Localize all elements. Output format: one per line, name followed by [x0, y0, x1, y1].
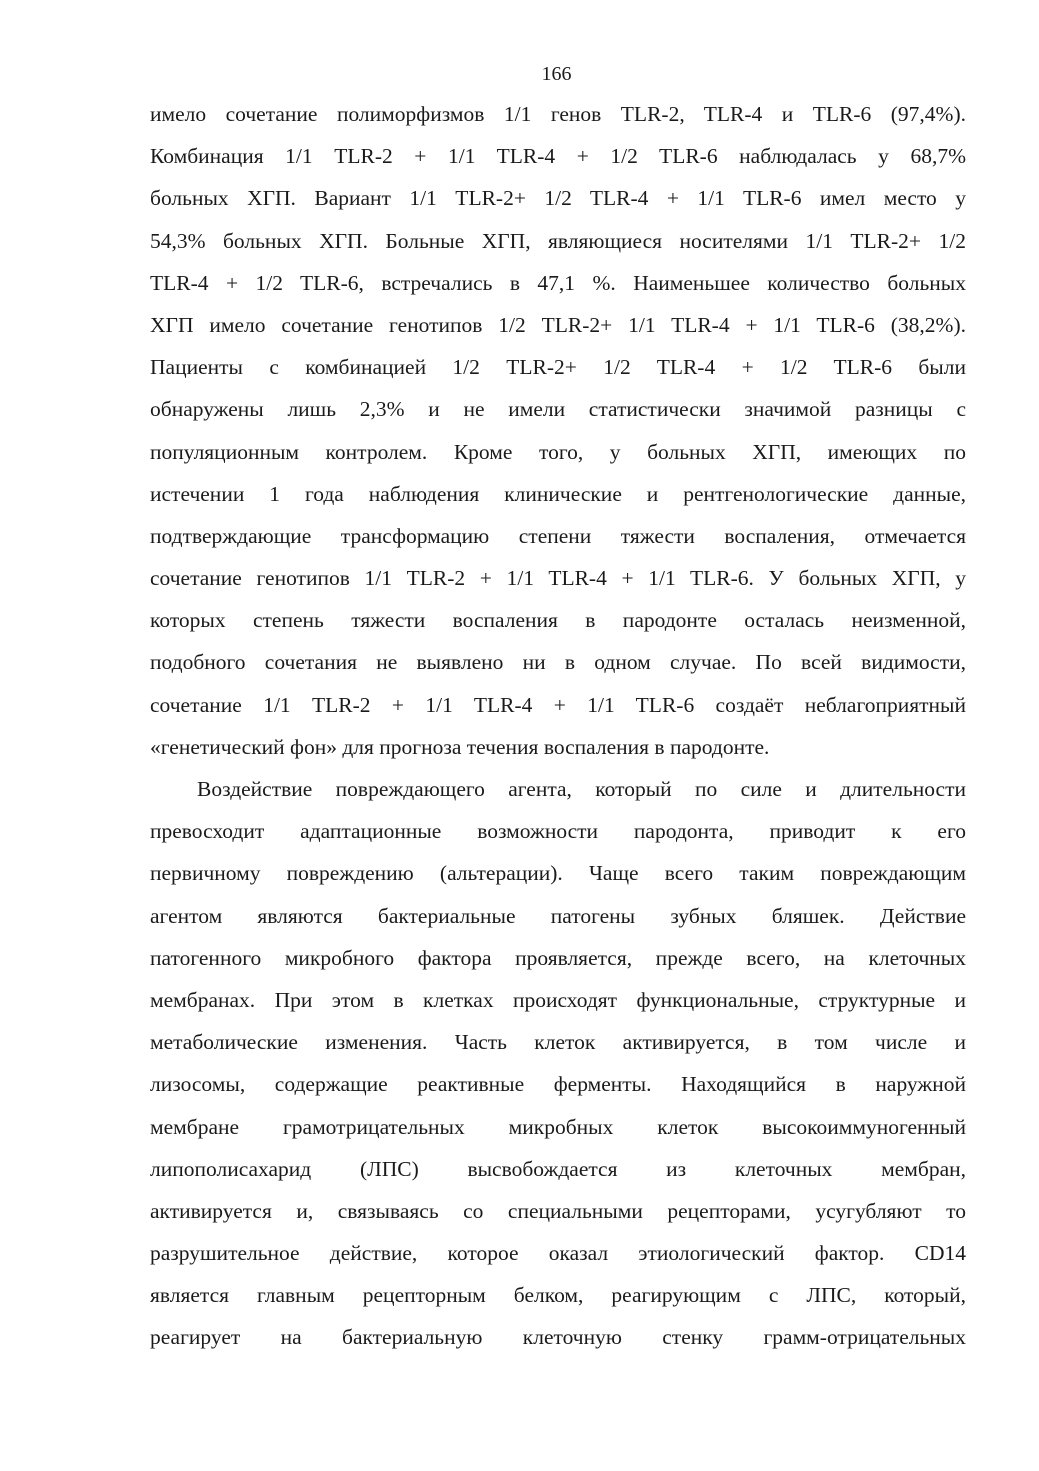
text-line: превосходит адаптационные возможности пародонта, приводит к его	[150, 819, 966, 844]
text-line: имело сочетание полиморфизмов 1/1 генов TLR-2, TLR-4 и TLR-6 (97,4%).	[150, 102, 966, 126]
text-line: подтверждающие трансформацию степени тяжести воспаления, отмечается	[150, 523, 966, 548]
text-line: сочетание 1/1 TLR-2 + 1/1 TLR-4 + 1/1 TLR-6 создаёт неблагоприятный	[150, 692, 966, 717]
text-line: Комбинация 1/1 TLR-2 + 1/1 TLR-4 + 1/2 TLR-6 наблюдалась у 68,7%	[150, 144, 966, 169]
text-line: мембранах. При этом в клетках происходят функциональные, структурные и	[150, 987, 966, 1012]
text-line: разрушительное действие, которое оказал этиологический фактор. CD14	[150, 1241, 966, 1266]
text-line: Пациенты с комбинацией 1/2 TLR-2+ 1/2 TLR-4 + 1/2 TLR-6 были	[150, 355, 966, 380]
text-line: сочетание генотипов 1/1 TLR-2 + 1/1 TLR-4 + 1/1 TLR-6. У больных ХГП, у	[150, 566, 966, 591]
text-line: патогенного микробного фактора проявляется, прежде всего, на клеточных	[150, 945, 966, 970]
text-line: ХГП имело сочетание генотипов 1/2 TLR-2+ 1/1 TLR-4 + 1/1 TLR-6 (38,2%).	[150, 312, 966, 337]
page-number: 166	[541, 63, 572, 85]
text-line: липополисахарид (ЛПС) высвобождается из клеточных мембран,	[150, 1156, 966, 1181]
text-line: мембране грамотрицательных микробных клеток высокоиммуногенный	[150, 1114, 966, 1139]
text-line: больных ХГП. Вариант 1/1 TLR-2+ 1/2 TLR-4 + 1/1 TLR-6 имел место у	[150, 186, 966, 211]
text-line: является главным рецепторным белком, реагирующим с ЛПС, который,	[150, 1283, 966, 1308]
text-line: которых степень тяжести воспаления в пародонте осталась неизменной,	[150, 608, 966, 633]
text-line: истечении 1 года наблюдения клинические и рентгенологические данные,	[150, 481, 966, 506]
text-line: активируется и, связываясь со специальными рецепторами, усугубляют то	[150, 1198, 966, 1223]
text-line: агентом являются бактериальные патогены зубных бляшек. Действие	[150, 903, 966, 928]
text-line: TLR-4 + 1/2 TLR-6, встречались в 47,1 %. Наименьшее количество больных	[150, 270, 966, 295]
text-line: подобного сочетания не выявлено ни в одном случае. По всей видимости,	[150, 650, 966, 675]
text-line: метаболические изменения. Часть клеток активируется, в том числе и	[150, 1030, 966, 1055]
text-line: обнаружены лишь 2,3% и не имели статистически значимой разницы с	[150, 397, 966, 422]
text-line: 54,3% больных ХГП. Больные ХГП, являющиеся носителями 1/1 TLR-2+ 1/2	[150, 228, 966, 253]
paragraph-1	[150, 93, 966, 768]
text-line: первичному повреждению (альтерации). Чаще всего таким повреждающим	[150, 861, 966, 886]
text-line: лизосомы, содержащие реактивные ферменты. Находящийся в наружной	[150, 1072, 966, 1097]
body-text	[150, 93, 966, 1359]
text-line: реагирует на бактериальную клеточную стенку грамм-отрицательных	[150, 1325, 966, 1350]
text-line: Воздействие повреждающего агента, который по силе и длительности	[197, 777, 966, 801]
paragraph-2	[150, 768, 966, 1359]
text-line: популяционным контролем. Кроме того, у больных ХГП, имеющих по	[150, 439, 966, 464]
text-line: «генетический фон» для прогноза течения воспаления в пародонте.	[150, 734, 770, 759]
